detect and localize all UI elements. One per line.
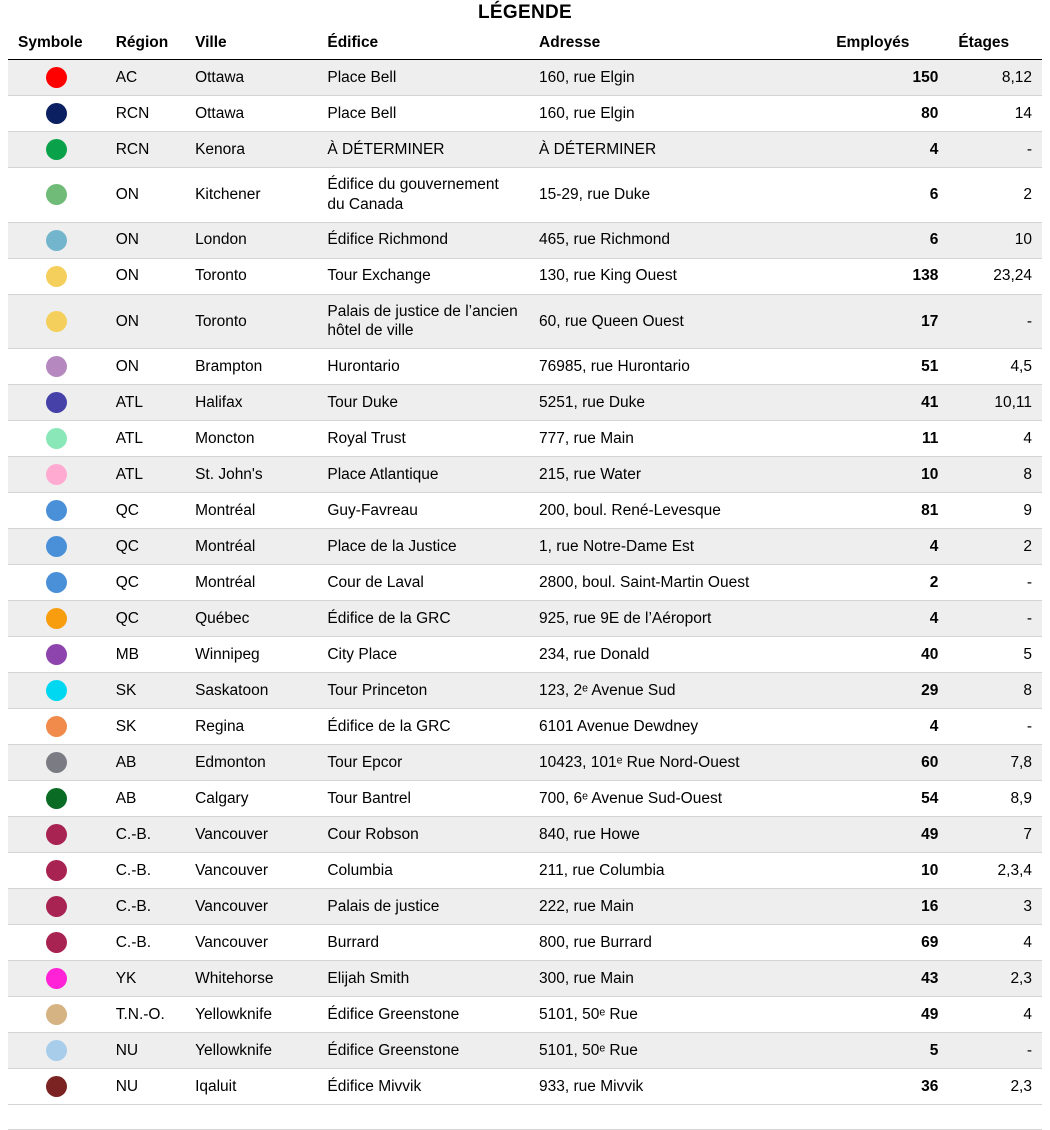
- column-header-adresse: Adresse: [529, 30, 826, 60]
- address-cell: 222, rue Main: [529, 889, 826, 925]
- table-row: [8, 168, 1042, 223]
- region-cell: RCN: [106, 96, 185, 132]
- symbol-cell: [8, 637, 106, 673]
- legend-color-dot-icon: [46, 608, 67, 629]
- region-cell: AC: [106, 60, 185, 96]
- building-cell: Royal Trust: [317, 421, 529, 457]
- city-cell: Edmonton: [185, 745, 317, 781]
- symbol-cell: [8, 673, 106, 709]
- building-cell: City Place: [317, 637, 529, 673]
- legend-color-dot-icon: [46, 103, 67, 124]
- column-header-etages: Étages: [948, 30, 1042, 60]
- region-cell: C.-B.: [106, 853, 185, 889]
- region-cell: NU: [106, 1069, 185, 1105]
- symbol-cell: [8, 258, 106, 294]
- city-cell: Halifax: [185, 385, 317, 421]
- city-cell: Kitchener: [185, 168, 317, 223]
- employees-cell: 51: [826, 349, 948, 385]
- employees-cell: 10: [826, 457, 948, 493]
- region-cell: C.-B.: [106, 925, 185, 961]
- city-cell: Moncton: [185, 421, 317, 457]
- building-cell: Tour Epcor: [317, 745, 529, 781]
- city-cell: Ottawa: [185, 60, 317, 96]
- symbol-cell: [8, 709, 106, 745]
- symbol-cell: [8, 961, 106, 997]
- address-cell: 2800, boul. Saint-Martin Ouest: [529, 565, 826, 601]
- symbol-cell: [8, 60, 106, 96]
- legend-color-dot-icon: [46, 572, 67, 593]
- legend-color-dot-icon: [46, 536, 67, 557]
- symbol-cell: [8, 925, 106, 961]
- city-cell: Vancouver: [185, 925, 317, 961]
- symbol-cell: [8, 529, 106, 565]
- symbol-cell: [8, 421, 106, 457]
- building-cell: Place Bell: [317, 96, 529, 132]
- region-cell: QC: [106, 601, 185, 637]
- legend-color-dot-icon: [46, 500, 67, 521]
- region-cell: YK: [106, 961, 185, 997]
- building-cell: Édifice de la GRC: [317, 601, 529, 637]
- legend-color-dot-icon: [46, 1076, 67, 1097]
- employees-cell: 138: [826, 258, 948, 294]
- address-cell: 200, boul. René-Levesque: [529, 493, 826, 529]
- legend-color-dot-icon: [46, 1040, 67, 1061]
- region-cell: QC: [106, 565, 185, 601]
- table-row: [8, 997, 1042, 1033]
- region-cell: T.N.-O.: [106, 997, 185, 1033]
- city-cell: Kenora: [185, 132, 317, 168]
- city-cell: Iqaluit: [185, 1069, 317, 1105]
- table-body: [8, 60, 1042, 1130]
- region-cell: ON: [106, 168, 185, 223]
- building-cell: Tour Exchange: [317, 258, 529, 294]
- address-cell: 76985, rue Hurontario: [529, 349, 826, 385]
- building-cell: Cour Robson: [317, 817, 529, 853]
- region-cell: SK: [106, 709, 185, 745]
- building-cell: Hurontario: [317, 349, 529, 385]
- address-cell: 211, rue Columbia: [529, 853, 826, 889]
- region-cell: ATL: [106, 457, 185, 493]
- table-row: [8, 781, 1042, 817]
- table-row: [8, 529, 1042, 565]
- employees-cell: 41: [826, 385, 948, 421]
- table-row: [8, 258, 1042, 294]
- legend-color-dot-icon: [46, 184, 67, 205]
- symbol-cell: [8, 1069, 106, 1105]
- symbol-cell: [8, 294, 106, 349]
- region-cell: ATL: [106, 385, 185, 421]
- employees-cell: 36: [826, 1069, 948, 1105]
- floors-cell: 3: [948, 889, 1042, 925]
- building-cell: Édifice Richmond: [317, 222, 529, 258]
- spacer-cell: [8, 1105, 1042, 1130]
- legend-color-dot-icon: [46, 392, 67, 413]
- city-cell: Whitehorse: [185, 961, 317, 997]
- region-cell: ON: [106, 258, 185, 294]
- city-cell: Vancouver: [185, 889, 317, 925]
- address-cell: 300, rue Main: [529, 961, 826, 997]
- building-cell: Cour de Laval: [317, 565, 529, 601]
- page-title: LÉGENDE: [478, 2, 572, 23]
- region-cell: QC: [106, 493, 185, 529]
- floors-cell: 23,24: [948, 258, 1042, 294]
- symbol-cell: [8, 1033, 106, 1069]
- address-cell: 777, rue Main: [529, 421, 826, 457]
- building-cell: Place de la Justice: [317, 529, 529, 565]
- employees-cell: 17: [826, 294, 948, 349]
- symbol-cell: [8, 168, 106, 223]
- building-cell: Palais de justice de l’ancien hôtel de ville: [317, 294, 529, 349]
- address-cell: 130, rue King Ouest: [529, 258, 826, 294]
- employees-cell: 49: [826, 817, 948, 853]
- building-cell: Édifice de la GRC: [317, 709, 529, 745]
- legend-color-dot-icon: [46, 716, 67, 737]
- legend-color-dot-icon: [46, 356, 67, 377]
- floors-cell: 2: [948, 529, 1042, 565]
- symbol-cell: [8, 222, 106, 258]
- symbol-cell: [8, 457, 106, 493]
- floors-cell: 5: [948, 637, 1042, 673]
- city-cell: Québec: [185, 601, 317, 637]
- legend-color-dot-icon: [46, 788, 67, 809]
- building-cell: Place Atlantique: [317, 457, 529, 493]
- employees-cell: 54: [826, 781, 948, 817]
- address-cell: 160, rue Elgin: [529, 60, 826, 96]
- floors-cell: -: [948, 565, 1042, 601]
- employees-cell: 150: [826, 60, 948, 96]
- table-footer-spacer: [8, 1105, 1042, 1130]
- city-cell: Montréal: [185, 493, 317, 529]
- floors-cell: 2: [948, 168, 1042, 223]
- building-cell: Place Bell: [317, 60, 529, 96]
- address-cell: 5101, 50ᵉ Rue: [529, 1033, 826, 1069]
- floors-cell: 7: [948, 817, 1042, 853]
- region-cell: ON: [106, 294, 185, 349]
- city-cell: Saskatoon: [185, 673, 317, 709]
- employees-cell: 4: [826, 601, 948, 637]
- building-cell: Columbia: [317, 853, 529, 889]
- address-cell: 215, rue Water: [529, 457, 826, 493]
- region-cell: AB: [106, 781, 185, 817]
- symbol-cell: [8, 853, 106, 889]
- floors-cell: -: [948, 132, 1042, 168]
- city-cell: Yellowknife: [185, 1033, 317, 1069]
- building-cell: Édifice Greenstone: [317, 997, 529, 1033]
- address-cell: À DÉTERMINER: [529, 132, 826, 168]
- building-cell: Édifice Greenstone: [317, 1033, 529, 1069]
- address-cell: 160, rue Elgin: [529, 96, 826, 132]
- region-cell: QC: [106, 529, 185, 565]
- legend-color-dot-icon: [46, 644, 67, 665]
- symbol-cell: [8, 745, 106, 781]
- legend-color-dot-icon: [46, 860, 67, 881]
- city-cell: Vancouver: [185, 817, 317, 853]
- table-row: [8, 745, 1042, 781]
- city-cell: London: [185, 222, 317, 258]
- floors-cell: 14: [948, 96, 1042, 132]
- floors-cell: -: [948, 294, 1042, 349]
- region-cell: SK: [106, 673, 185, 709]
- legend-color-dot-icon: [46, 67, 67, 88]
- employees-cell: 2: [826, 565, 948, 601]
- address-cell: 700, 6ᵉ Avenue Sud-Ouest: [529, 781, 826, 817]
- column-header-employes: Employés: [826, 30, 948, 60]
- column-header-symbole: Symbole: [8, 30, 106, 60]
- floors-cell: 4: [948, 421, 1042, 457]
- city-cell: Toronto: [185, 294, 317, 349]
- symbol-cell: [8, 493, 106, 529]
- floors-cell: 8,12: [948, 60, 1042, 96]
- floors-cell: 2,3: [948, 961, 1042, 997]
- legend-color-dot-icon: [46, 824, 67, 845]
- address-cell: 5251, rue Duke: [529, 385, 826, 421]
- region-cell: ON: [106, 222, 185, 258]
- city-cell: Toronto: [185, 258, 317, 294]
- table-row: [8, 601, 1042, 637]
- city-cell: Calgary: [185, 781, 317, 817]
- symbol-cell: [8, 601, 106, 637]
- floors-cell: 8,9: [948, 781, 1042, 817]
- address-cell: 933, rue Mivvik: [529, 1069, 826, 1105]
- building-cell: Burrard: [317, 925, 529, 961]
- building-cell: À DÉTERMINER: [317, 132, 529, 168]
- legend-color-dot-icon: [46, 266, 67, 287]
- table-row: [8, 60, 1042, 96]
- address-cell: 925, rue 9E de l’Aéroport: [529, 601, 826, 637]
- building-cell: Tour Princeton: [317, 673, 529, 709]
- floors-cell: 7,8: [948, 745, 1042, 781]
- employees-cell: 29: [826, 673, 948, 709]
- floors-cell: 8: [948, 457, 1042, 493]
- region-cell: ON: [106, 349, 185, 385]
- employees-cell: 10: [826, 853, 948, 889]
- city-cell: St. John's: [185, 457, 317, 493]
- address-cell: 234, rue Donald: [529, 637, 826, 673]
- floors-cell: 9: [948, 493, 1042, 529]
- legend-color-dot-icon: [46, 932, 67, 953]
- legend-color-dot-icon: [46, 968, 67, 989]
- employees-cell: 43: [826, 961, 948, 997]
- building-cell: Guy-Favreau: [317, 493, 529, 529]
- symbol-cell: [8, 96, 106, 132]
- table-row: [8, 349, 1042, 385]
- legend-table: [8, 30, 1042, 1130]
- employees-cell: 16: [826, 889, 948, 925]
- address-cell: 1, rue Notre-Dame Est: [529, 529, 826, 565]
- legend-color-dot-icon: [46, 464, 67, 485]
- employees-cell: 4: [826, 529, 948, 565]
- table-row: [8, 1069, 1042, 1105]
- building-cell: Tour Bantrel: [317, 781, 529, 817]
- building-cell: Tour Duke: [317, 385, 529, 421]
- table-row: [8, 925, 1042, 961]
- building-cell: Édifice du gouvernement du Canada: [317, 168, 529, 223]
- address-cell: 800, rue Burrard: [529, 925, 826, 961]
- building-cell: Édifice Mivvik: [317, 1069, 529, 1105]
- legend-color-dot-icon: [46, 896, 67, 917]
- region-cell: MB: [106, 637, 185, 673]
- table-row: [8, 709, 1042, 745]
- symbol-cell: [8, 385, 106, 421]
- symbol-cell: [8, 565, 106, 601]
- symbol-cell: [8, 132, 106, 168]
- column-header-ville: Ville: [185, 30, 317, 60]
- employees-cell: 5: [826, 1033, 948, 1069]
- region-cell: RCN: [106, 132, 185, 168]
- table-row: [8, 889, 1042, 925]
- table-row: [8, 1033, 1042, 1069]
- region-cell: ATL: [106, 421, 185, 457]
- address-cell: 10423, 101ᵉ Rue Nord-Ouest: [529, 745, 826, 781]
- symbol-cell: [8, 997, 106, 1033]
- floors-cell: 10,11: [948, 385, 1042, 421]
- address-cell: 60, rue Queen Ouest: [529, 294, 826, 349]
- table-row: [8, 222, 1042, 258]
- floors-cell: 4,5: [948, 349, 1042, 385]
- table-row: [8, 96, 1042, 132]
- floors-cell: -: [948, 601, 1042, 637]
- address-cell: 15-29, rue Duke: [529, 168, 826, 223]
- floors-cell: 2,3: [948, 1069, 1042, 1105]
- employees-cell: 80: [826, 96, 948, 132]
- table-header: [8, 30, 1042, 60]
- employees-cell: 11: [826, 421, 948, 457]
- employees-cell: 81: [826, 493, 948, 529]
- legend-color-dot-icon: [46, 680, 67, 701]
- floors-cell: 4: [948, 997, 1042, 1033]
- city-cell: Yellowknife: [185, 997, 317, 1033]
- table-row: [8, 817, 1042, 853]
- city-cell: Vancouver: [185, 853, 317, 889]
- city-cell: Montréal: [185, 565, 317, 601]
- table-row: [8, 853, 1042, 889]
- column-header-region: Région: [106, 30, 185, 60]
- city-cell: Ottawa: [185, 96, 317, 132]
- address-cell: 840, rue Howe: [529, 817, 826, 853]
- city-cell: Regina: [185, 709, 317, 745]
- legend-color-dot-icon: [46, 139, 67, 160]
- building-cell: Elijah Smith: [317, 961, 529, 997]
- employees-cell: 4: [826, 709, 948, 745]
- city-cell: Montréal: [185, 529, 317, 565]
- city-cell: Winnipeg: [185, 637, 317, 673]
- employees-cell: 6: [826, 222, 948, 258]
- header-row: [8, 30, 1042, 60]
- table-row: [8, 565, 1042, 601]
- city-cell: Brampton: [185, 349, 317, 385]
- employees-cell: 60: [826, 745, 948, 781]
- symbol-cell: [8, 781, 106, 817]
- region-cell: AB: [106, 745, 185, 781]
- address-cell: 465, rue Richmond: [529, 222, 826, 258]
- floors-cell: -: [948, 709, 1042, 745]
- legend-color-dot-icon: [46, 752, 67, 773]
- table-row: [8, 637, 1042, 673]
- floors-cell: 4: [948, 925, 1042, 961]
- address-cell: 5101, 50ᵉ Rue: [529, 997, 826, 1033]
- employees-cell: 49: [826, 997, 948, 1033]
- legend-color-dot-icon: [46, 311, 67, 332]
- legend-color-dot-icon: [46, 230, 67, 251]
- symbol-cell: [8, 349, 106, 385]
- floors-cell: 8: [948, 673, 1042, 709]
- floors-cell: -: [948, 1033, 1042, 1069]
- legend-color-dot-icon: [46, 428, 67, 449]
- employees-cell: 4: [826, 132, 948, 168]
- employees-cell: 69: [826, 925, 948, 961]
- legend-color-dot-icon: [46, 1004, 67, 1025]
- symbol-cell: [8, 817, 106, 853]
- address-cell: 6101 Avenue Dewdney: [529, 709, 826, 745]
- table-row: [8, 673, 1042, 709]
- table-row: [8, 961, 1042, 997]
- region-cell: NU: [106, 1033, 185, 1069]
- table-row: [8, 132, 1042, 168]
- address-cell: 123, 2ᵉ Avenue Sud: [529, 673, 826, 709]
- table-row: [8, 385, 1042, 421]
- table-row: [8, 421, 1042, 457]
- column-header-edifice: Édifice: [317, 30, 529, 60]
- region-cell: C.-B.: [106, 817, 185, 853]
- table-row: [8, 294, 1042, 349]
- table-row: [8, 457, 1042, 493]
- employees-cell: 40: [826, 637, 948, 673]
- symbol-cell: [8, 889, 106, 925]
- floors-cell: 2,3,4: [948, 853, 1042, 889]
- employees-cell: 6: [826, 168, 948, 223]
- building-cell: Palais de justice: [317, 889, 529, 925]
- floors-cell: 10: [948, 222, 1042, 258]
- table-row: [8, 493, 1042, 529]
- region-cell: C.-B.: [106, 889, 185, 925]
